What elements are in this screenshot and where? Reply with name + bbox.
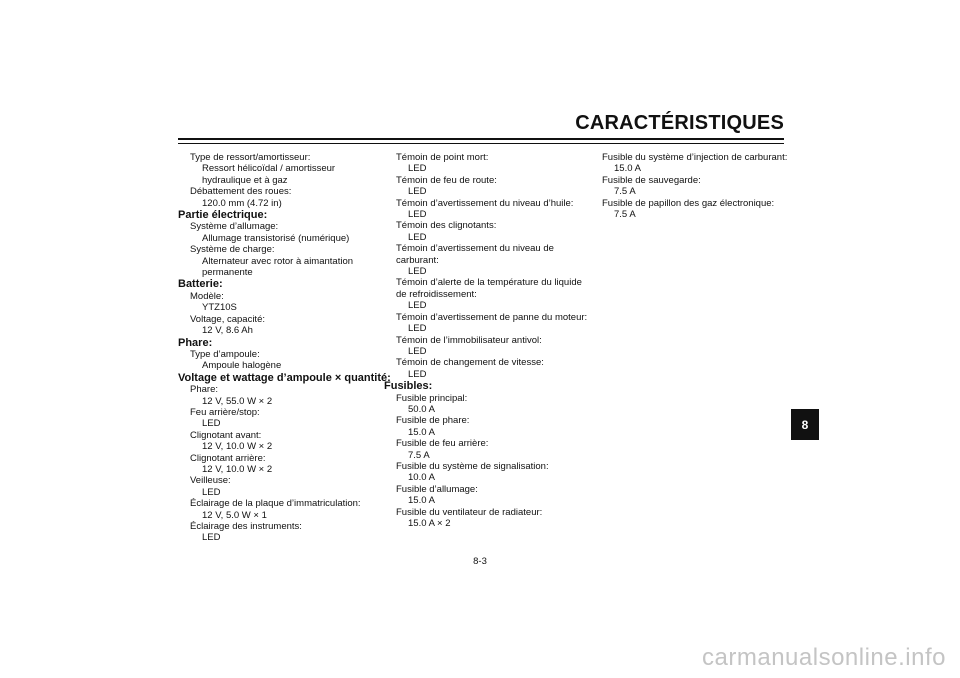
spec-label: Veilleuse: (190, 475, 231, 487)
spec-label: Débattement des roues: (190, 186, 292, 198)
spec-value: 15.0 A (408, 426, 435, 438)
section-heading: Phare: (178, 336, 213, 349)
spec-value: 7.5 A (408, 449, 430, 461)
spec-value: 7.5 A (614, 209, 636, 221)
spec-value: Alternateur avec rotor à aimantation (202, 255, 354, 267)
spec-value: 12 V, 55.0 W × 2 (202, 395, 273, 407)
spec-label: Fusible d’allumage: (396, 483, 478, 495)
spec-label: Voltage, capacité: (190, 313, 265, 325)
spec-value: LED (408, 209, 427, 221)
spec-label: Témoin de l’immobilisateur antivol: (396, 334, 542, 346)
spec-value: 120.0 mm (4.72 in) (202, 197, 282, 209)
spec-label: Témoin de changement de vitesse: (396, 357, 544, 369)
section-heading: Fusibles: (384, 380, 433, 393)
spec-label: Fusible de papillon des gaz électronique: (602, 197, 775, 209)
spec-label: carburant: (396, 254, 439, 266)
spec-value: LED (202, 486, 221, 498)
watermark: carmanualsonline.info (702, 644, 946, 671)
spec-value: 10.0 A (408, 472, 435, 484)
title-rule (178, 138, 784, 140)
section-heading: Batterie: (178, 278, 223, 291)
spec-label: Fusible de sauvegarde: (602, 174, 701, 186)
spec-value: permanente (202, 267, 253, 279)
title-rule-thin (178, 143, 784, 144)
spec-value: 12 V, 5.0 W × 1 (202, 509, 267, 521)
spec-value: 15.0 A × 2 (408, 518, 451, 529)
spec-label: Feu arrière/stop: (190, 406, 260, 418)
spec-value: LED (408, 368, 427, 380)
spec-label: Témoin des clignotants: (396, 220, 497, 232)
spec-value: 12 V, 10.0 W × 2 (202, 463, 273, 475)
page-title: CARACTÉRISTIQUES (575, 112, 784, 134)
spec-value: YTZ10S (202, 302, 237, 314)
spec-value: LED (408, 266, 427, 278)
spec-label: Témoin de point mort: (396, 152, 489, 163)
spec-value: 12 V, 8.6 Ah (202, 325, 253, 337)
spec-label: Témoin d’avertissement de panne du moteur: (396, 311, 588, 323)
spec-value: LED (408, 345, 427, 357)
spec-value: 15.0 A (408, 495, 435, 507)
spec-label: Témoin d’alerte de la température du liquide (396, 277, 582, 289)
chapter-tab[interactable]: 8 (791, 409, 819, 440)
spec-column-3 (590, 152, 790, 220)
spec-label: Fusible de feu arrière: (396, 438, 489, 450)
section-heading: Voltage et wattage d’ampoule × quantité: (178, 371, 391, 384)
spec-label: Type d’ampoule: (190, 348, 260, 360)
spec-label: Témoin d’avertissement du niveau de (396, 243, 554, 255)
spec-label: Clignotant arrière: (190, 452, 266, 464)
spec-value: hydraulique et à gaz (202, 174, 288, 186)
spec-column-1 (178, 152, 391, 544)
spec-label: Clignotant avant: (190, 429, 262, 441)
spec-value: LED (408, 231, 427, 243)
spec-value: LED (408, 186, 427, 198)
spec-column-2 (384, 152, 589, 529)
spec-label: de refroidissement: (396, 288, 477, 300)
spec-value: LED (408, 163, 427, 175)
spec-label: Témoin de feu de route: (396, 174, 497, 186)
spec-value: Ampoule halogène (202, 360, 282, 372)
spec-label: Type de ressort/amortisseur: (190, 152, 311, 163)
spec-value: LED (202, 418, 221, 430)
spec-value: Ressort hélicoïdal / amortisseur (202, 163, 336, 175)
spec-value: 12 V, 10.0 W × 2 (202, 441, 273, 453)
spec-value: 7.5 A (614, 186, 636, 198)
spec-label: Fusible de phare: (396, 415, 470, 427)
spec-label: Témoin d’avertissement du niveau d’huile: (396, 197, 574, 209)
spec-label: Fusible du système de signalisation: (396, 460, 549, 472)
spec-value: LED (202, 532, 221, 544)
spec-label: Système d’allumage: (190, 221, 279, 233)
spec-value: 15.0 A (614, 163, 641, 175)
spec-label: Fusible du système d’injection de carburant: (602, 152, 788, 163)
spec-label: Modèle: (190, 290, 224, 302)
page-number: 8-3 (473, 556, 487, 567)
spec-label: Phare: (190, 384, 218, 396)
spec-label: Éclairage de la plaque d’immatriculation: (190, 498, 361, 510)
spec-value: LED (408, 323, 427, 335)
spec-label: Fusible principal: (396, 392, 468, 404)
spec-value: 50.0 A (408, 403, 435, 415)
spec-value: Allumage transistorisé (numérique) (202, 232, 350, 244)
spec-value: LED (408, 300, 427, 312)
spec-label: Fusible du ventilateur de radiateur: (396, 506, 543, 518)
spec-label: Système de charge: (190, 244, 275, 256)
spec-label: Éclairage des instruments: (190, 521, 302, 532)
section-heading: Partie électrique: (178, 209, 268, 222)
